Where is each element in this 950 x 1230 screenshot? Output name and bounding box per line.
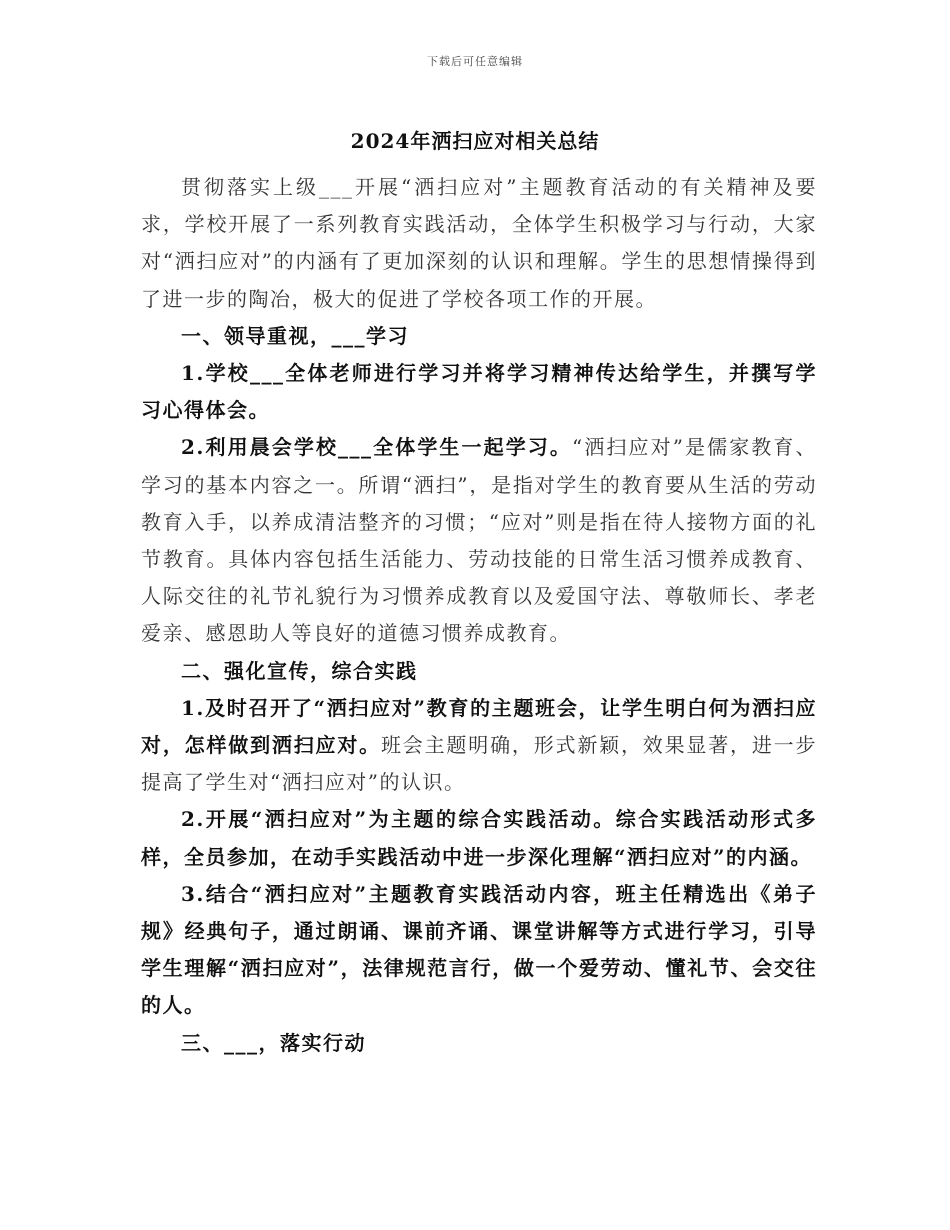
section-heading-3: 三、___，落实行动 [181, 1030, 366, 1055]
document-body [141, 169, 817, 1062]
section-heading-1: 一、领导重视，___学习 [181, 323, 409, 348]
document-title: 2024年洒扫应对相关总结 [350, 129, 600, 153]
paragraph-intro: 贯彻落实上级___开展“洒扫应对”主题教育活动的有关精神及要求，学校开展了一系列教育实践活动，全体学生积极学习与行动，大家对“洒扫应对”的内涵有了更加深刻的认识和理解。学生的思想情操得到了进一步的陶冶，极大的促进了学校各项工作的开展。 [141, 175, 817, 311]
paragraph-2-1: 1.及时召开了“洒扫应对”教育的主题班会，让学生明白何为洒扫应对，怎样做到洒扫应对。班会主题明确，形式新颖，效果显著，进一步提高了学生对“洒扫应对”的认识。 [141, 695, 818, 795]
paragraph-2-2: 2.开展“洒扫应对”为主题的综合实践活动。综合实践活动形式多样，全员参加，在动手实践活动中进一步深化理解“洒扫应对”的内涵。 [141, 807, 817, 869]
paragraph-1-1: 1.学校___全体老师进行学习并将学习精神传达给学生，并撰写学习心得体会。 [141, 361, 817, 423]
header-note: 下载后可任意编辑 [427, 55, 523, 68]
paragraph-1-2: 2.利用晨会学校___全体学生一起学习。“洒扫应对”是儒家教育、学习的基本内容之一。所谓“洒扫”，是指对学生的教育要从生活的劳动教育入手，以养成清洁整齐的习惯；“应对”则是指在待人接物方面的礼节教育。具体内容包括生活能力、劳动技能的日常生活习惯养成教育、人际交往的礼节礼貌行为习惯养成教育以及爱国守法、尊敬师长、孝老爱亲、感恩助人等良好的道德习惯养成教育。 [141, 435, 817, 646]
paragraph-2-3: 3.结合“洒扫应对”主题教育实践活动内容，班主任精选出《弟子规》经典句子，通过朗诵、课前齐诵、课堂讲解等方式进行学习，引导学生理解“洒扫应对”，法律规范言行，做一个爱劳动、懂礼节、会交往的人。 [141, 881, 817, 1018]
section-heading-2: 二、强化宣传，综合实践 [181, 658, 418, 683]
